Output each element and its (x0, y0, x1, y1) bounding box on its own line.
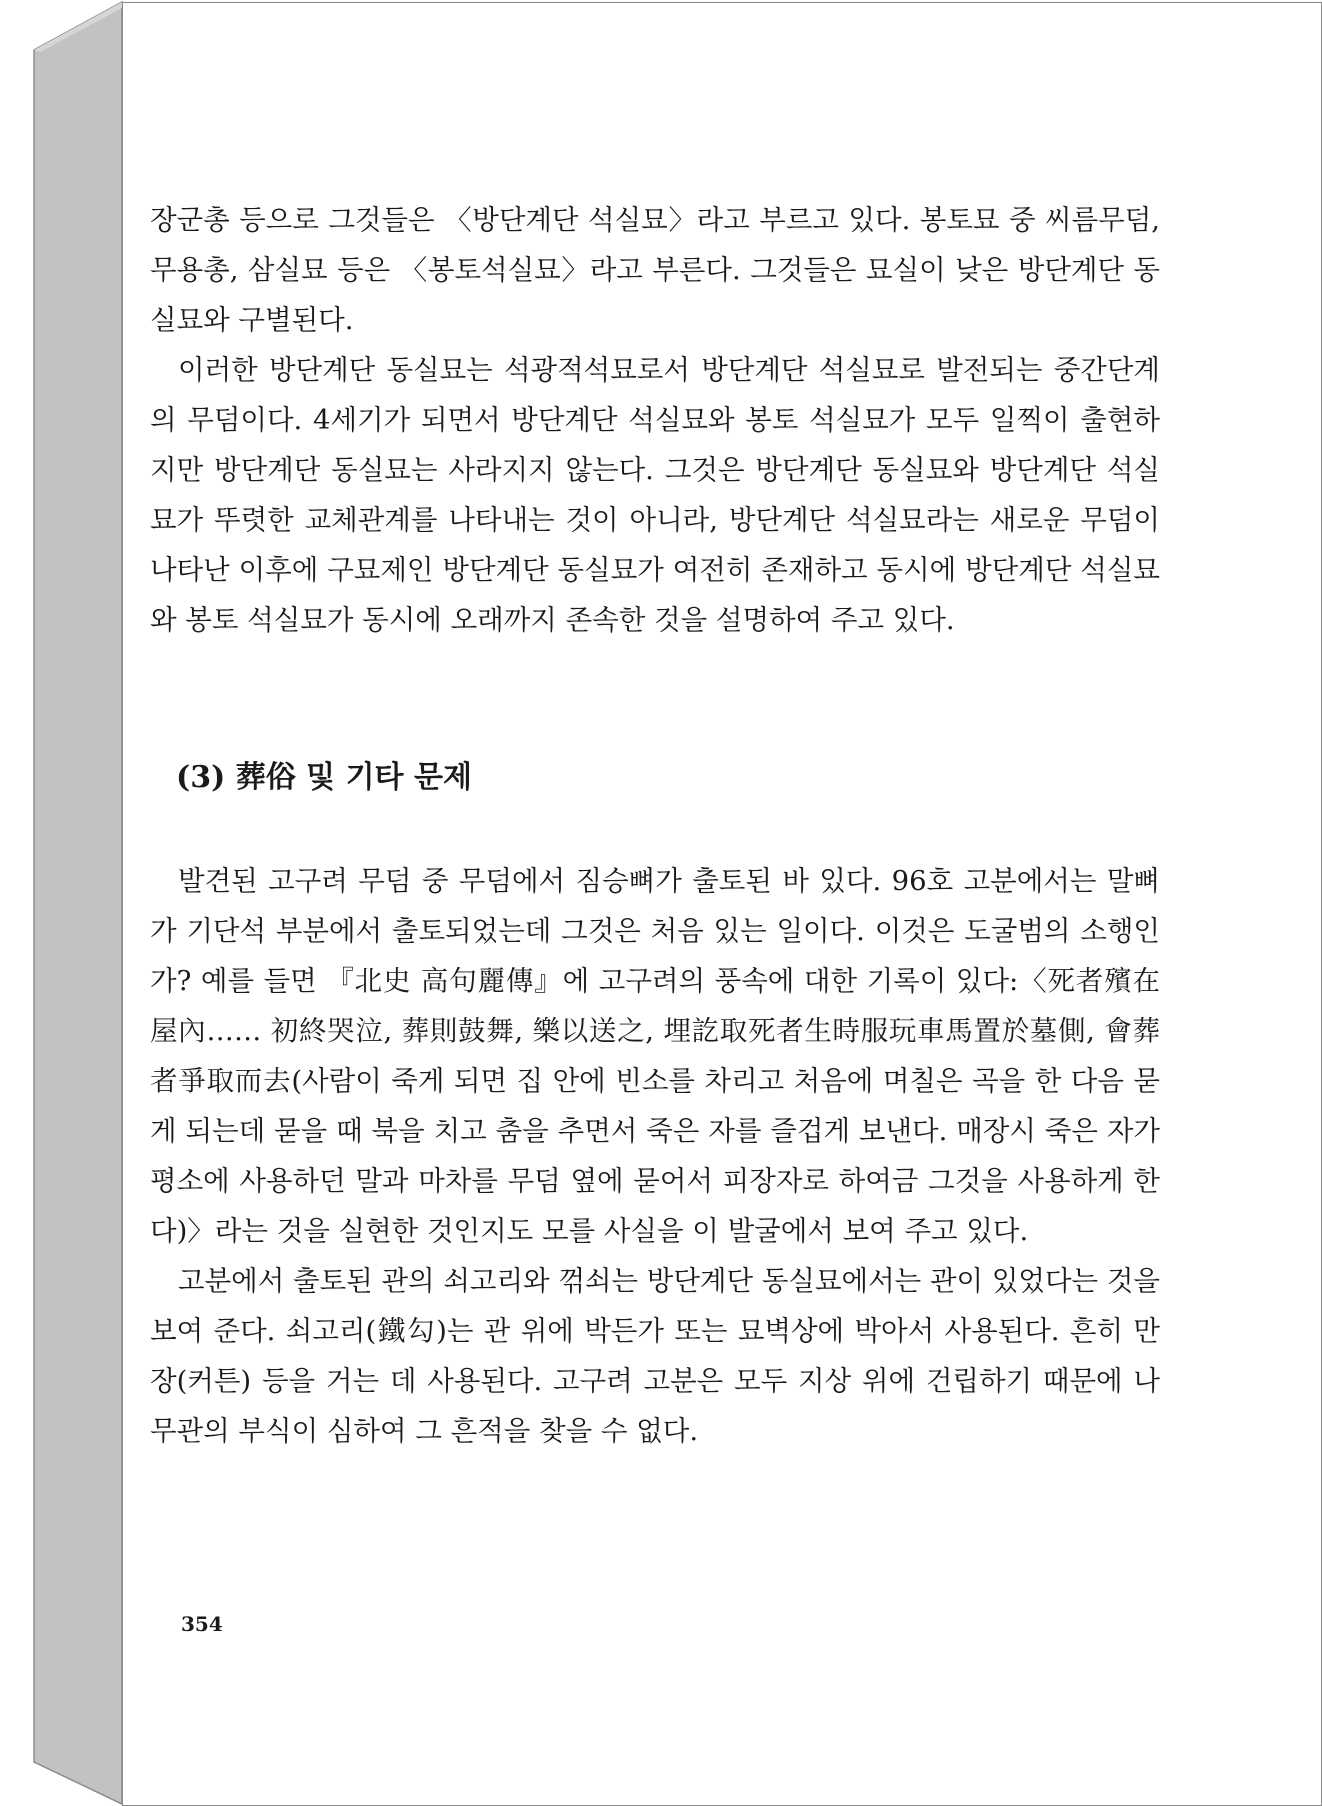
section-heading: (3) 葬俗 및 기타 문제 (176, 760, 472, 795)
body-text-top (150, 195, 1160, 645)
paragraph-1: 장군총 등으로 그것들은 〈방단계단 석실묘〉라고 부르고 있다. 봉토묘 중 씨름무덤, 무용총, 삼실묘 등은 〈봉토석실묘〉라고 부른다. 그것들은 묘실이 낮은 방단계단 동실묘와 구별된다. (150, 204, 1160, 336)
book-spine (0, 0, 124, 1806)
body-text-bottom (150, 856, 1160, 1456)
paragraph-4: 고분에서 출토된 관의 쇠고리와 꺾쇠는 방단계단 동실묘에서는 관이 있었다는 것을 보여 준다. 쇠고리(鐵勾)는 관 위에 박든가 또는 묘벽상에 박아서 사용된다. 흔히 만장(커튼) 등을 거는 데 사용된다. 고구려 고분은 모두 지상 위에 건립하기 때문에 나무관의 부식이 심하여 그 흔적을 찾을 수 없다. (150, 1265, 1160, 1447)
paragraph-2: 이러한 방단계단 동실묘는 석광적석묘로서 방단계단 석실묘로 발전되는 중간단계의 무덤이다. 4세기가 되면서 방단계단 석실묘와 봉토 석실묘가 모두 일찍이 출현하지만 방단계단 동실묘는 사라지지 않는다. 그것은 방단계단 동실묘와 방단계단 석실묘가 뚜렷한 교체관계를 나타내는 것이 아니라, 방단계단 석실묘라는 새로운 무덤이 나타난 이후에 구묘제인 방단계단 동실묘가 여전히 존재하고 동시에 방단계단 석실묘와 봉토 석실묘가 동시에 오래까지 존속한 것을 설명하여 주고 있다. (150, 354, 1160, 636)
page-number: 354 (181, 1612, 223, 1636)
paragraph-3: 발견된 고구려 무덤 중 무덤에서 짐승뼈가 출토된 바 있다. 96호 고분에서는 말뼈가 기단석 부분에서 출토되었는데 그것은 처음 있는 일이다. 이것은 도굴범의 소행인가? 예를 들면 『北史 高句麗傳』에 고구려의 풍속에 대한 기록이 있다:〈死者殯在屋內…… 初終哭泣, 葬則鼓舞, 樂以送之, 埋訖取死者生時服玩車馬置於墓側, 會葬者爭取而去(사람이 죽게 되면 집 안에 빈소를 차리고 처음에 며칠은 곡을 한 다음 묻게 되는데 묻을 때 북을 치고 춤을 추면서 죽은 자를 즐겁게 보낸다. 매장시 죽은 자가 평소에 사용하던 말과 마차를 무덤 옆에 묻어서 피장자로 하여금 그것을 사용하게 한다)〉라는 것을 실현한 것인지도 모를 사실을 이 발굴에서 보여 주고 있다. (150, 865, 1160, 1247)
